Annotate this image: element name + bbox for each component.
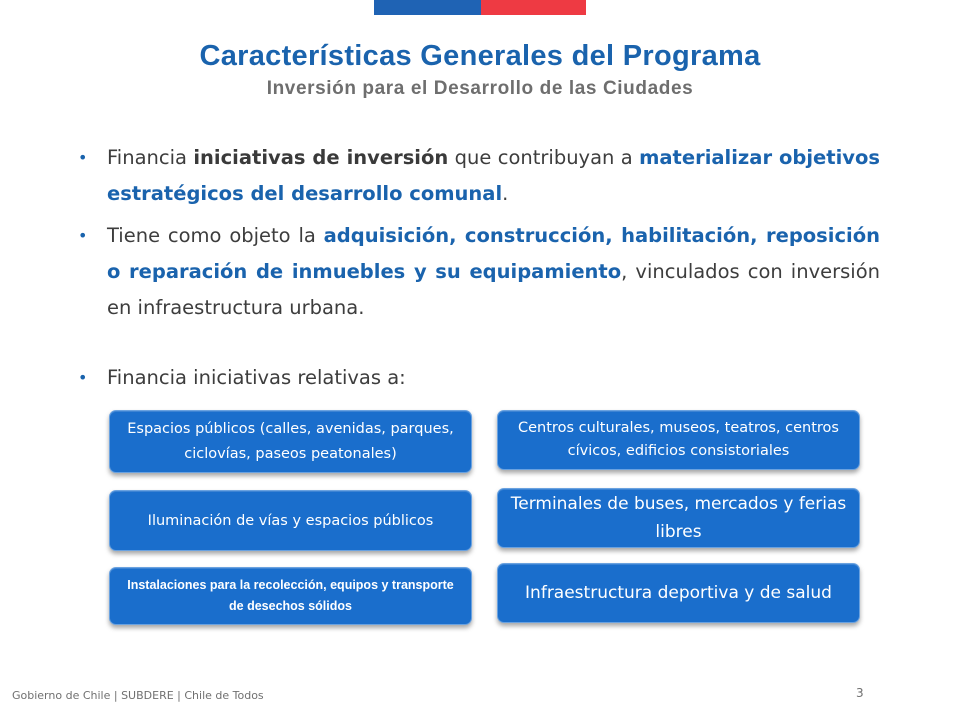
flag-stripe-red	[481, 0, 586, 15]
bullet-emphasis: iniciativas de inversión	[193, 146, 449, 169]
category-box-label: Espacios públicos (calles, avenidas, parques, ciclovías, paseos peatonales)	[127, 420, 454, 462]
flag-stripe-blue	[374, 0, 481, 15]
category-box-sports-health	[497, 563, 860, 623]
bullet-highlight: materializar objetivos estratégicos del desarrollo comunal	[107, 146, 880, 205]
bullet-text: Financia	[107, 146, 194, 169]
category-box-label: Iluminación de vías y espacios públicos	[147, 512, 434, 529]
footer-text: Gobierno de Chile | SUBDERE | Chile de Todos	[12, 689, 264, 702]
bullet-item	[78, 140, 880, 212]
bullet-dot-icon: •	[78, 148, 88, 167]
bullet-item	[78, 218, 880, 326]
page-number: 3	[856, 686, 864, 700]
category-box-bus-terminals	[497, 488, 860, 548]
slide-subtitle: Inversión para el Desarrollo de las Ciudades	[266, 78, 694, 99]
category-box-public-spaces	[109, 410, 472, 473]
bullet-list	[78, 140, 880, 396]
category-box-cultural-centers	[497, 410, 860, 470]
bullet-highlight: adquisición, construcción, habilitación, reposición o reparación de inmuebles y su equipamiento	[107, 224, 880, 283]
category-box-label: Centros culturales, museos, teatros, centros cívicos, edificios consistoriales	[518, 420, 839, 459]
bullet-text: Tiene como objeto la	[107, 224, 324, 247]
bullet-text: que contribuyan a	[448, 146, 640, 169]
bullet-dot-icon: •	[78, 226, 88, 245]
bullet-text: Financia iniciativas relativas a:	[107, 366, 406, 389]
category-box-label: Terminales de buses, mercados y ferias libres	[510, 494, 847, 542]
category-box-label: Instalaciones para la recolección, equipos y transporte de desechos sólidos	[127, 578, 454, 613]
bullet-text: .	[502, 182, 509, 205]
bullet-text: , vinculados con inversión en infraestructura urbana.	[107, 260, 880, 319]
bullet-dot-icon: •	[78, 368, 88, 387]
bullet-item	[78, 360, 880, 396]
category-box-lighting	[109, 490, 472, 551]
category-box-waste-facilities	[109, 567, 472, 625]
category-box-label: Infraestructura deportiva y de salud	[525, 583, 832, 603]
slide-title: Características Generales del Programa	[199, 40, 761, 72]
